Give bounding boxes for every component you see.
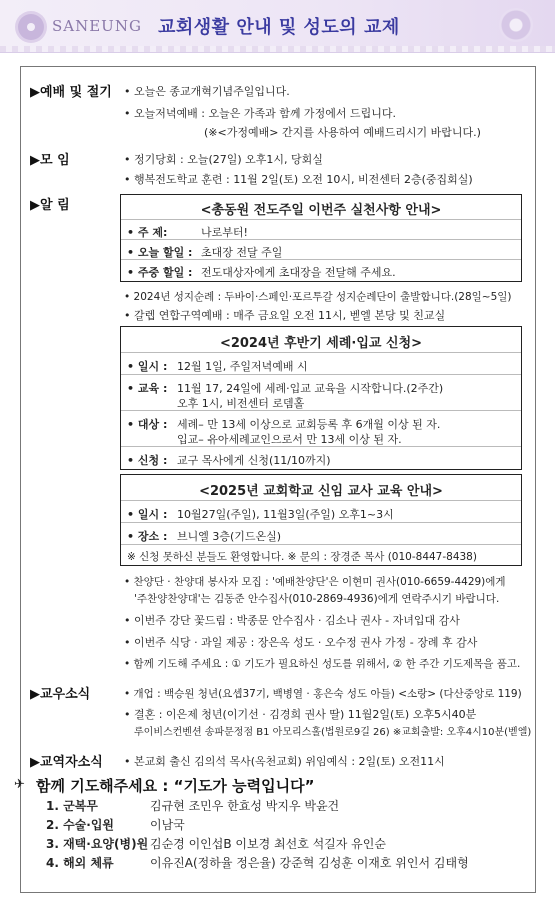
notice-box-evangelism [120,194,522,282]
prayer-row-value: 이유진A(정하율 정은율) 강준혁 김성훈 이재호 위인서 김태형 [150,856,469,870]
notice-line-choir-2: '주찬양찬양대'는 김동준 안수집사(010-2869-4936)에게 연락주시기 바랍니다. [134,593,500,605]
row-value: 오후 1시, 비전센터 로뎀홀 [177,397,305,410]
notice-box-row [121,259,521,280]
notice-box-baptism-title: <2024년 후반기 세례·입교 신청> [219,336,423,351]
notice-box-teacher [120,474,522,566]
prayer-row-key: 4. 해외 체류 [46,856,114,870]
row-key: • 일시 : [127,508,168,521]
prayer-row-key: 3. 재택·요양(병)원 [46,837,149,851]
notice-box-row [121,410,521,447]
brand-name: SANEUNG [52,17,142,35]
row-value: 10월27일(주일), 11월3일(주일) 오후1~3시 [177,508,394,521]
notice-box-row [121,500,521,523]
mission-line-1: • 본교회 출신 김의석 목사(옥천교회) 위임예식 : 2일(토) 오전11시 [124,755,445,768]
notice-box-row [121,374,521,411]
notice-box-note [121,544,521,565]
notice-box-row [121,352,521,375]
row-value: 11월 17, 24일에 세례·입교 교육을 시작합니다.(2주간) [177,382,444,395]
notice-box-row [121,446,521,469]
notice-box-row [121,522,521,545]
section-label-notice: ▶알 림 [30,198,70,213]
prayer-row [46,797,340,814]
page-title: 교회생활 안내 및 성도의 교제 [158,17,400,38]
notice-box-evangelism-title: <총동원 전도주일 이번주 실천사항 안내> [200,203,442,218]
notice-box-row [121,219,521,240]
row-key: • 교육 : [127,382,168,395]
header-stripe [0,46,555,52]
prayer-row-value: 김규현 조민우 한효성 박지우 박윤건 [150,799,340,813]
flower-decoration-icon [499,8,533,42]
section-label-mission: ▶교역자소식 [30,755,103,770]
row-value: ※ 신청 못하신 분들도 환영합니다. ※ 문의 : 장경준 목사 (010-8447-8438) [127,551,477,563]
meeting-line-1: • 정기당회 : 오늘(27일) 오후1시, 당회실 [124,153,323,166]
row-key: • 오늘 할일 : [127,246,193,259]
notice-line-prayer: • 함께 기도해 주세요 : ① 기도가 필요하신 성도를 위해서, ② 한 주간 기도제목을 품고. [124,658,521,670]
flower-logo-icon [18,14,44,40]
row-key: • 대상 : [127,418,168,431]
prayer-row [46,816,185,833]
section-label-staff: ▶교우소식 [30,687,91,702]
worship-line-1: • 오늘은 종교개혁기념주일입니다. [124,85,290,98]
notice-box-teacher-title: <2025년 교회학교 신임 교사 교육 안내> [199,484,443,499]
staff-line-opening: • 개업 : 백승원 청년(요셉37기, 백병열 · 홍은숙 성도 아들) <소랑> (다산중앙로 119) [124,688,522,700]
row-value: 초대장 전달 주일 [201,246,283,259]
notice-line-pilgrimage: • 2024년 성지순례 : 두바이·스페인·포르투갈 성지순례단이 출발합니다.(28일~5일) [124,291,512,303]
row-value: 전도대상자에게 초대장을 전달해 주세요. [201,266,396,279]
notice-box-row [121,239,521,260]
prayer-row-key: 1. 군복무 [46,799,98,813]
airplane-icon: ✈ [14,777,25,792]
meeting-line-2: • 행복전도학교 훈련 : 11월 2일(토) 오전 10시, 비전센터 2층(중집회실) [124,173,473,186]
worship-line-2: • 오늘저녁예배 : 오늘은 가족과 함께 가정에서 드립니다. [124,107,396,120]
section-label-meeting: ▶모 임 [30,153,70,168]
row-key: • 일시 : [127,360,168,373]
prayer-title: 함께 기도해주세요 : “기도가 능력입니다” [36,777,315,795]
prayer-row [46,854,469,871]
row-value: 브니엘 3층(기드온실) [177,530,282,543]
row-key: • 신청 : [127,454,168,467]
row-value: 교구 목사에게 신청(11/10까지) [177,454,331,467]
notice-line-caleb: • 갈렙 연합구역예배 : 매주 금요일 오전 11시, 벧엘 본당 및 친교실 [124,309,446,322]
row-key: • 주 제: [127,226,168,239]
staff-line-wedding-venue: 루이비스컨벤션 송파문정점 B1 아모리스홀(법원로9길 26) ※교회출발: 오후4시10분(벧엘) [134,727,532,738]
row-value: 입교– 유아세례교인으로서 만 13세 이상 된 자. [177,433,402,446]
header-banner [0,0,555,53]
row-value: 세례– 만 13세 이상으로 교회등록 후 6개월 이상 된 자. [177,418,441,431]
staff-line-wedding: • 결혼 : 이은제 청년(이기선 · 김경희 권사 딸) 11월2일(토) 오후5시40분 [124,708,477,721]
prayer-row-key: 2. 수술·입원 [46,818,115,832]
notice-line-meal: • 이번주 식당 · 과일 제공 : 장은옥 성도 · 오수정 권사 가정 - 장례 후 감사 [124,636,478,649]
row-key: • 주중 할일 : [127,266,193,279]
section-label-worship: ▶예배 및 절기 [30,85,112,100]
prayer-row-value: 김순경 이인섭B 이보경 최선호 석길자 유인순 [150,837,386,851]
notice-line-choir: • 찬양단 · 찬양대 봉사자 모집 : '예배찬양단'은 이현미 권사(010-6659-4429)에게 [124,576,506,588]
row-value: 12월 1일, 주일저녁예배 시 [177,360,308,373]
notice-line-flowers: • 이번주 강단 꽃드림 : 박종문 안수집사 · 김소나 권사 - 자녀입대 감사 [124,614,460,627]
row-value: 나로부터! [201,226,248,239]
prayer-row [46,835,386,852]
row-key: • 장소 : [127,530,168,543]
worship-line-3: (※<가정예배> 간지를 사용하여 예배드리시기 바랍니다.) [204,126,481,139]
notice-box-baptism [120,326,522,470]
prayer-row-value: 이남국 [150,818,185,832]
